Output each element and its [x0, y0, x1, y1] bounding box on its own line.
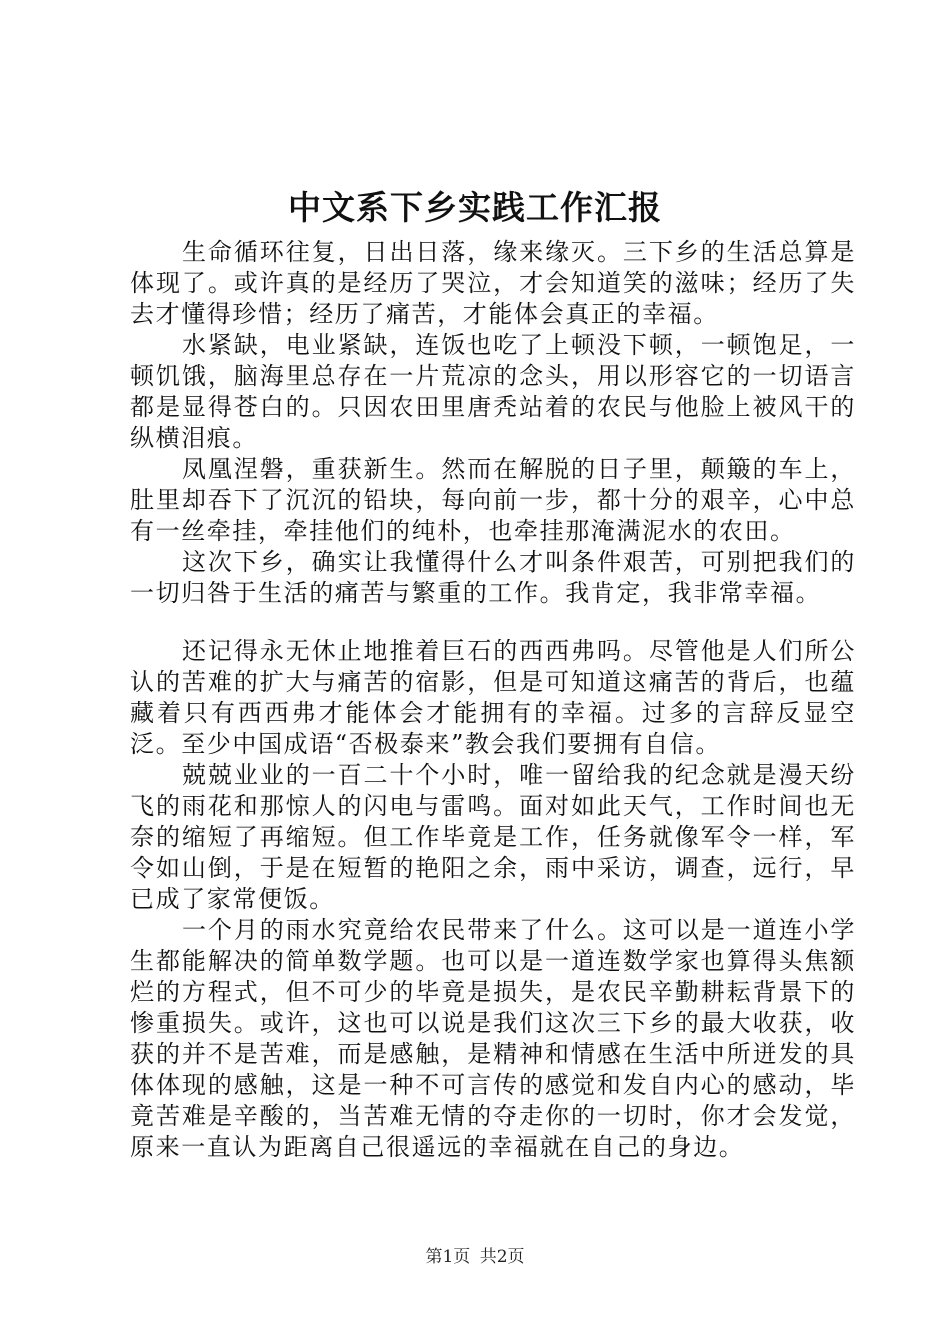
page-total: 共2页 — [479, 1247, 525, 1267]
body-paragraph: 兢兢业业的一百二十个小时，唯一留给我的纪念就是漫天纷飞的雨花和那惊人的闪电与雷鸣。面对如此天气，工作时间也无奈的缩短了再缩短。但工作毕竟是工作，任务就像军令一样，军令如山倒，于是在短暂的艳阳之余，雨中采访，调查，远行，早已成了家常便饭。 — [130, 761, 856, 913]
body-paragraph: 还记得永无休止地推着巨石的西西弗吗。尽管他是人们所公认的苦难的扩大与痛苦的宿影，但是可知道这痛苦的背后，也蕴藏着只有西西弗才能体会才能拥有的幸福。过多的言辞反显空泛。至少中国成语“否极泰来”教会我们要拥有自信。 — [130, 637, 856, 758]
body-paragraph: 生命循环往复，日出日落，缘来缘灭。三下乡的生活总算是体现了。或许真的是经历了哭泣，才会知道笑的滋味；经历了失去才懂得珍惜；经历了痛苦，才能体会真正的幸福。 — [130, 238, 856, 328]
section-gap — [130, 609, 856, 636]
page-footer — [0, 1246, 950, 1268]
document-body — [130, 237, 856, 1163]
body-paragraph: 凤凰涅磐，重获新生。然而在解脱的日子里，颠簸的车上，肚里却吞下了沉沉的铅块，每向前一步，都十分的艰辛，心中总有一丝牵挂，牵挂他们的纯朴，也牵挂那淹满泥水的农田。 — [130, 455, 856, 545]
body-paragraph: 这次下乡，确实让我懂得什么才叫条件艰苦，可别把我们的一切归咎于生活的痛苦与繁重的工作。我肯定，我非常幸福。 — [130, 548, 856, 607]
document-title: 中文系下乡实践工作汇报 — [288, 188, 662, 227]
body-paragraph: 水紧缺，电业紧缺，连饭也吃了上顿没下顿，一顿饱足，一顿饥饿，脑海里总存在一片荒凉的念头，用以形容它的一切语言都是显得苍白的。只因农田里唐秃站着的农民与他脸上被风干的纵横泪痕。 — [130, 331, 856, 452]
body-paragraph: 一个月的雨水究竟给农民带来了什么。这可以是一道连小学生都能解决的简单数学题。也可以是一道连数学家也算得头焦额烂的方程式，但不可少的毕竟是损失，是农民辛勤耕耘背景下的惨重损失。或许，这也可以说是我们这次三下乡的最大收获，收获的并不是苦难，而是感触，是精神和情感在生活中所迸发的具体体现的感触，这是一种不可言传的感觉和发自内心的感动，毕竟苦难是辛酸的，当苦难无情的夺走你的一切时，你才会发觉，原来一直认为距离自己很遥远的幸福就在自己的身边。 — [130, 916, 856, 1161]
page-number: 第1页 — [425, 1247, 471, 1267]
